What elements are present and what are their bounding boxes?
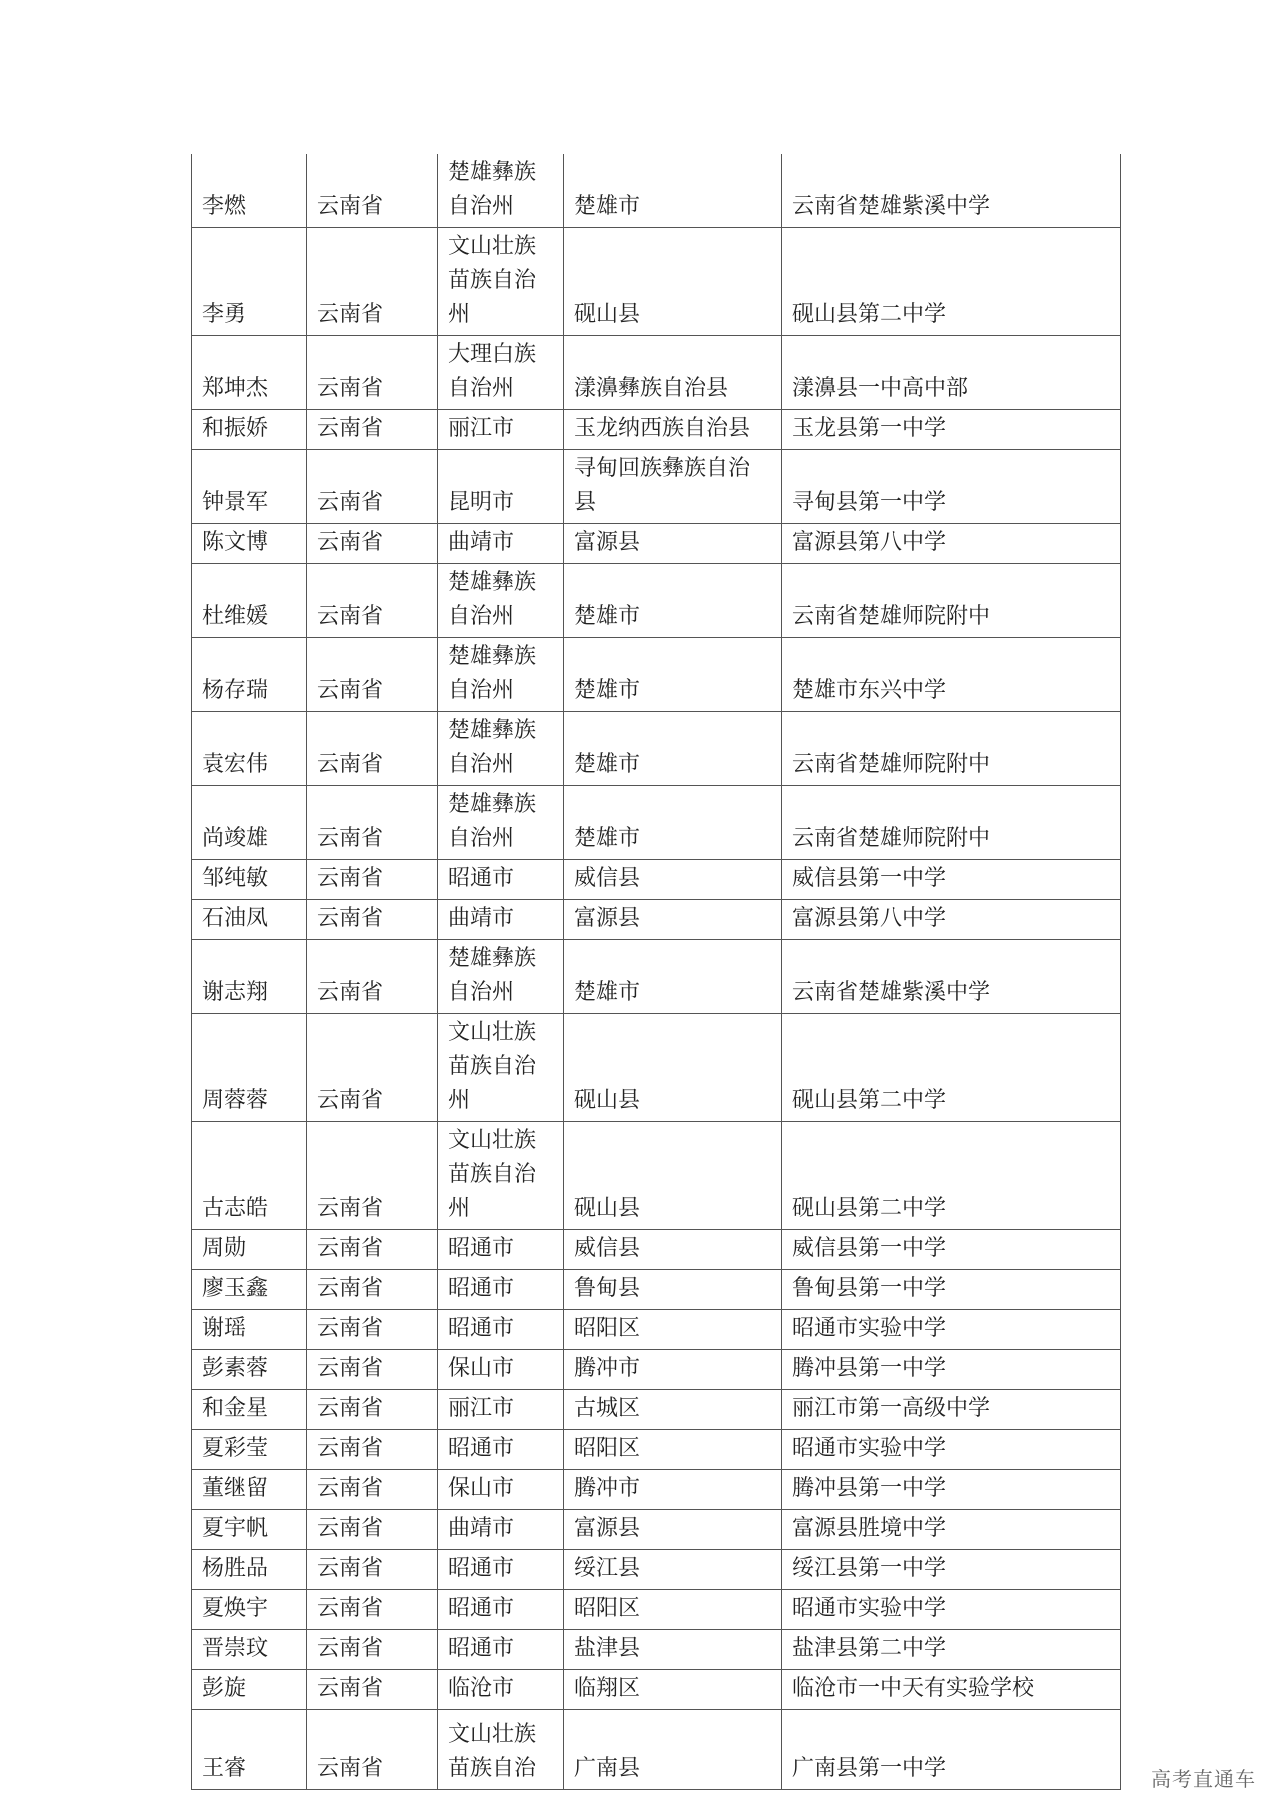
- school-cell: 富源县第八中学: [782, 524, 1121, 564]
- county-cell: 砚山县: [564, 1014, 782, 1122]
- prefecture-cell: 昭通市: [438, 1270, 564, 1310]
- county-cell: 砚山县: [564, 1122, 782, 1230]
- school-cell: 云南省楚雄师院附中: [782, 712, 1121, 786]
- province-cell: 云南省: [307, 450, 438, 524]
- prefecture-cell: 昭通市: [438, 1590, 564, 1630]
- table-row: [192, 1430, 1121, 1470]
- county-cell: 楚雄市: [564, 940, 782, 1014]
- province-cell: 云南省: [307, 1014, 438, 1122]
- county-cell: 楚雄市: [564, 638, 782, 712]
- name-cell: 谢志翔: [192, 940, 307, 1014]
- county-cell: 富源县: [564, 1510, 782, 1550]
- school-cell: 鲁甸县第一中学: [782, 1270, 1121, 1310]
- province-cell: 云南省: [307, 1470, 438, 1510]
- name-cell: 陈文博: [192, 524, 307, 564]
- prefecture-cell: 文山壮族 苗族自治 州: [438, 228, 564, 336]
- prefecture-cell: 文山壮族 苗族自治 州: [438, 1122, 564, 1230]
- table-row: [192, 1270, 1121, 1310]
- school-cell: 腾冲县第一中学: [782, 1350, 1121, 1390]
- county-cell: 广南县: [564, 1710, 782, 1790]
- prefecture-cell: 大理白族 自治州: [438, 336, 564, 410]
- school-cell: 云南省楚雄师院附中: [782, 564, 1121, 638]
- county-cell: 威信县: [564, 1230, 782, 1270]
- province-cell: 云南省: [307, 1310, 438, 1350]
- school-cell: 漾濞县一中高中部: [782, 336, 1121, 410]
- name-cell: 廖玉鑫: [192, 1270, 307, 1310]
- school-cell: 广南县第一中学: [782, 1710, 1121, 1790]
- name-cell: 古志皓: [192, 1122, 307, 1230]
- county-cell: 玉龙纳西族自治县: [564, 410, 782, 450]
- county-cell: 昭阳区: [564, 1310, 782, 1350]
- school-cell: 昭通市实验中学: [782, 1310, 1121, 1350]
- prefecture-cell: 楚雄彝族 自治州: [438, 940, 564, 1014]
- table-row: [192, 1710, 1121, 1790]
- school-cell: 砚山县第二中学: [782, 1014, 1121, 1122]
- prefecture-cell: 临沧市: [438, 1670, 564, 1710]
- name-cell: 李燃: [192, 154, 307, 228]
- name-cell: 邹纯敏: [192, 860, 307, 900]
- province-cell: 云南省: [307, 786, 438, 860]
- name-cell: 郑坤杰: [192, 336, 307, 410]
- province-cell: 云南省: [307, 1122, 438, 1230]
- roster-table: [191, 154, 1121, 1790]
- province-cell: 云南省: [307, 900, 438, 940]
- prefecture-cell: 昭通市: [438, 860, 564, 900]
- school-cell: 昭通市实验中学: [782, 1430, 1121, 1470]
- school-cell: 砚山县第二中学: [782, 1122, 1121, 1230]
- name-cell: 和金星: [192, 1390, 307, 1430]
- name-cell: 王睿: [192, 1710, 307, 1790]
- prefecture-cell: 楚雄彝族 自治州: [438, 564, 564, 638]
- province-cell: 云南省: [307, 1670, 438, 1710]
- table-row: [192, 638, 1121, 712]
- table-row: [192, 450, 1121, 524]
- county-cell: 寻甸回族彝族自治 县: [564, 450, 782, 524]
- table-row: [192, 1310, 1121, 1350]
- county-cell: 砚山县: [564, 228, 782, 336]
- school-cell: 昭通市实验中学: [782, 1590, 1121, 1630]
- table-row: [192, 154, 1121, 228]
- prefecture-cell: 曲靖市: [438, 900, 564, 940]
- table-row: [192, 410, 1121, 450]
- table-row: [192, 1670, 1121, 1710]
- school-cell: 砚山县第二中学: [782, 228, 1121, 336]
- name-cell: 和振娇: [192, 410, 307, 450]
- name-cell: 尚竣雄: [192, 786, 307, 860]
- table-row: [192, 1390, 1121, 1430]
- name-cell: 石油凤: [192, 900, 307, 940]
- table-row: [192, 940, 1121, 1014]
- school-cell: 富源县胜境中学: [782, 1510, 1121, 1550]
- prefecture-cell: 昭通市: [438, 1550, 564, 1590]
- name-cell: 夏彩莹: [192, 1430, 307, 1470]
- county-cell: 楚雄市: [564, 712, 782, 786]
- name-cell: 谢瑶: [192, 1310, 307, 1350]
- table-row: [192, 564, 1121, 638]
- prefecture-cell: 昭通市: [438, 1310, 564, 1350]
- county-cell: 古城区: [564, 1390, 782, 1430]
- school-cell: 云南省楚雄师院附中: [782, 786, 1121, 860]
- prefecture-cell: 保山市: [438, 1350, 564, 1390]
- school-cell: 威信县第一中学: [782, 1230, 1121, 1270]
- name-cell: 钟景军: [192, 450, 307, 524]
- table-row: [192, 1122, 1121, 1230]
- prefecture-cell: 曲靖市: [438, 1510, 564, 1550]
- prefecture-cell: 楚雄彝族 自治州: [438, 638, 564, 712]
- school-cell: 临沧市一中天有实验学校: [782, 1670, 1121, 1710]
- prefecture-cell: 文山壮族 苗族自治: [438, 1710, 564, 1790]
- name-cell: 杨存瑞: [192, 638, 307, 712]
- school-cell: 盐津县第二中学: [782, 1630, 1121, 1670]
- province-cell: 云南省: [307, 940, 438, 1014]
- table-row: [192, 228, 1121, 336]
- county-cell: 临翔区: [564, 1670, 782, 1710]
- province-cell: 云南省: [307, 154, 438, 228]
- table-row: [192, 786, 1121, 860]
- prefecture-cell: 曲靖市: [438, 524, 564, 564]
- name-cell: 袁宏伟: [192, 712, 307, 786]
- table-row: [192, 1590, 1121, 1630]
- county-cell: 盐津县: [564, 1630, 782, 1670]
- province-cell: 云南省: [307, 712, 438, 786]
- province-cell: 云南省: [307, 1430, 438, 1470]
- table-row: [192, 336, 1121, 410]
- table-row: [192, 712, 1121, 786]
- name-cell: 晋崇玟: [192, 1630, 307, 1670]
- county-cell: 楚雄市: [564, 786, 782, 860]
- school-cell: 玉龙县第一中学: [782, 410, 1121, 450]
- name-cell: 夏焕宇: [192, 1590, 307, 1630]
- province-cell: 云南省: [307, 1550, 438, 1590]
- province-cell: 云南省: [307, 564, 438, 638]
- table-row: [192, 1014, 1121, 1122]
- prefecture-cell: 昭通市: [438, 1630, 564, 1670]
- watermark-text: 高考直通车: [1151, 1767, 1256, 1791]
- prefecture-cell: 昭通市: [438, 1430, 564, 1470]
- province-cell: 云南省: [307, 336, 438, 410]
- name-cell: 彭旋: [192, 1670, 307, 1710]
- school-cell: 寻甸县第一中学: [782, 450, 1121, 524]
- prefecture-cell: 楚雄彝族 自治州: [438, 712, 564, 786]
- county-cell: 漾濞彝族自治县: [564, 336, 782, 410]
- name-cell: 周蓉蓉: [192, 1014, 307, 1122]
- roster-table-body: [192, 154, 1121, 1790]
- table-row: [192, 860, 1121, 900]
- province-cell: 云南省: [307, 638, 438, 712]
- table-row: [192, 900, 1121, 940]
- county-cell: 楚雄市: [564, 564, 782, 638]
- province-cell: 云南省: [307, 524, 438, 564]
- county-cell: 富源县: [564, 900, 782, 940]
- table-row: [192, 1230, 1121, 1270]
- county-cell: 富源县: [564, 524, 782, 564]
- school-cell: 云南省楚雄紫溪中学: [782, 940, 1121, 1014]
- school-cell: 富源县第八中学: [782, 900, 1121, 940]
- name-cell: 夏宇帆: [192, 1510, 307, 1550]
- county-cell: 昭阳区: [564, 1430, 782, 1470]
- province-cell: 云南省: [307, 1630, 438, 1670]
- school-cell: 绥江县第一中学: [782, 1550, 1121, 1590]
- name-cell: 李勇: [192, 228, 307, 336]
- county-cell: 楚雄市: [564, 154, 782, 228]
- prefecture-cell: 昭通市: [438, 1230, 564, 1270]
- county-cell: 腾冲市: [564, 1350, 782, 1390]
- prefecture-cell: 昆明市: [438, 450, 564, 524]
- name-cell: 董继留: [192, 1470, 307, 1510]
- prefecture-cell: 楚雄彝族 自治州: [438, 154, 564, 228]
- table-row: [192, 1470, 1121, 1510]
- province-cell: 云南省: [307, 1350, 438, 1390]
- school-cell: 楚雄市东兴中学: [782, 638, 1121, 712]
- name-cell: 周勋: [192, 1230, 307, 1270]
- county-cell: 威信县: [564, 860, 782, 900]
- province-cell: 云南省: [307, 860, 438, 900]
- county-cell: 腾冲市: [564, 1470, 782, 1510]
- school-cell: 威信县第一中学: [782, 860, 1121, 900]
- province-cell: 云南省: [307, 1510, 438, 1550]
- province-cell: 云南省: [307, 1390, 438, 1430]
- county-cell: 昭阳区: [564, 1590, 782, 1630]
- prefecture-cell: 保山市: [438, 1470, 564, 1510]
- table-row: [192, 1350, 1121, 1390]
- name-cell: 杨胜品: [192, 1550, 307, 1590]
- prefecture-cell: 楚雄彝族 自治州: [438, 786, 564, 860]
- prefecture-cell: 文山壮族 苗族自治 州: [438, 1014, 564, 1122]
- school-cell: 云南省楚雄紫溪中学: [782, 154, 1121, 228]
- province-cell: 云南省: [307, 1270, 438, 1310]
- province-cell: 云南省: [307, 1590, 438, 1630]
- school-cell: 腾冲县第一中学: [782, 1470, 1121, 1510]
- county-cell: 鲁甸县: [564, 1270, 782, 1310]
- prefecture-cell: 丽江市: [438, 1390, 564, 1430]
- name-cell: 杜维媛: [192, 564, 307, 638]
- table-row: [192, 1510, 1121, 1550]
- province-cell: 云南省: [307, 410, 438, 450]
- table-row: [192, 1550, 1121, 1590]
- table-row: [192, 524, 1121, 564]
- school-cell: 丽江市第一高级中学: [782, 1390, 1121, 1430]
- province-cell: 云南省: [307, 228, 438, 336]
- province-cell: 云南省: [307, 1230, 438, 1270]
- table-row: [192, 1630, 1121, 1670]
- county-cell: 绥江县: [564, 1550, 782, 1590]
- province-cell: 云南省: [307, 1710, 438, 1790]
- name-cell: 彭素蓉: [192, 1350, 307, 1390]
- prefecture-cell: 丽江市: [438, 410, 564, 450]
